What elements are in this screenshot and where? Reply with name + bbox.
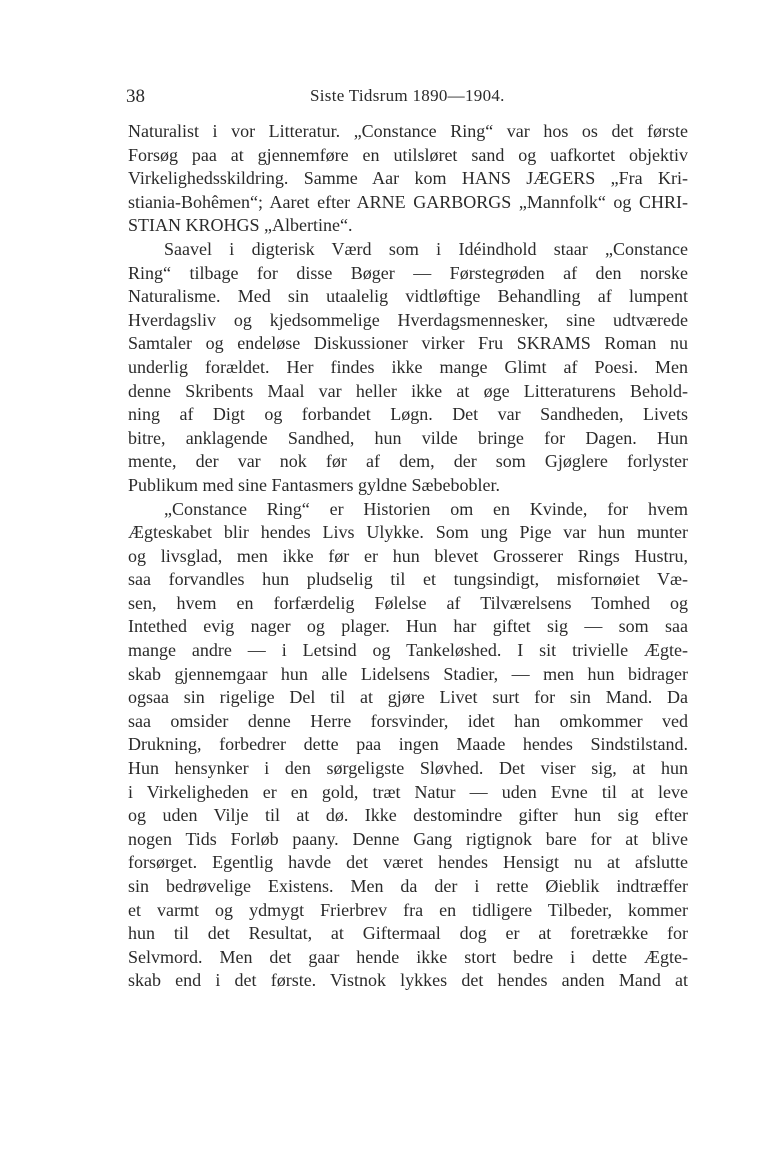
text-line: underlig forældet. Her findes ikke mange Glimt af Poesi. Men <box>128 356 688 377</box>
text-line: Publikum med sine Fantasmers gyldne Sæbebobler. <box>128 474 500 495</box>
text-line: mente, der var nok før af dem, der som Gjøglere forlyster <box>128 451 688 472</box>
text-line: ogsaa sin rigelige Del til at gjøre Livet surt for sin Mand. Da <box>128 687 688 708</box>
text-line: og livsglad, men ikke før er hun blevet Grosserer Rings Hustru, <box>128 545 688 566</box>
text-line: Hverdagsliv og kjedsommelige Hverdagsmennesker, sine udtværede <box>128 309 688 330</box>
text-line: Forsøg paa at gjennemføre en utilsløret sand og uafkortet objektiv <box>128 144 688 165</box>
body-text <box>128 120 688 993</box>
text-line: Intethed evig nager og plager. Hun har giftet sig — som saa <box>128 616 688 637</box>
text-line: et varmt og ydmygt Frierbrev fra en tidligere Tilbeder, kommer <box>128 899 688 920</box>
text-line: skab gjennemgaar hun alle Lidelsens Stadier, — men hun bidrager <box>128 663 688 684</box>
text-line: Saavel i digterisk Værd som i Idéindhold staar „Constance <box>164 238 688 259</box>
text-line: mange andre — i Letsind og Tankeløshed. I sit trivielle Ægte- <box>128 640 688 661</box>
text-line: bitre, anklagende Sandhed, hun vilde bringe for Dagen. Hun <box>128 427 688 448</box>
text-line: denne Skribents Maal var heller ikke at øge Litteraturens Behold- <box>128 380 688 401</box>
text-line: skab end i det første. Vistnok lykkes det hendes anden Mand at <box>128 970 688 991</box>
page-number: 38 <box>126 86 145 107</box>
text-line: forsørget. Egentlig havde det været hendes Hensigt nu at afslutte <box>128 852 688 873</box>
text-line: saa omsider denne Herre forsvinder, idet han omkommer ved <box>128 710 688 731</box>
text-line: Hun hensynker i den sørgeligste Sløvhed. Det viser sig, at hun <box>128 758 688 779</box>
running-title: Siste Tidsrum 1890—1904. <box>310 86 505 105</box>
text-line: „Constance Ring“ er Historien om en Kvinde, for hvem <box>164 498 688 519</box>
text-line: Ægteskabet blir hendes Livs Ulykke. Som ung Pige var hun munter <box>128 522 688 543</box>
text-line: stiania-Bohêmen“; Aaret efter ARNE GARBORGS „Mannfolk“ og CHRI- <box>128 191 688 212</box>
text-line: Selvmord. Men det gaar hende ikke stort bedre i dette Ægte- <box>128 946 688 967</box>
text-line: hun til det Resultat, at Giftermaal dog er at foretrække for <box>128 923 688 944</box>
text-line: sen, hvem en forfærdelig Følelse af Tilværelsens Tomhed og <box>128 592 688 613</box>
text-line: nogen Tids Forløb paany. Denne Gang rigtignok bare for at blive <box>128 828 688 849</box>
text-line: Virkelighedsskildring. Samme Aar kom HANS JÆGERS „Fra Kri- <box>128 168 688 189</box>
text-line: saa forvandles hun pludselig til et tungsindigt, misfornøiet Væ- <box>128 569 688 590</box>
text-line: sin bedrøvelige Existens. Men da der i rette Øieblik indtræffer <box>128 876 688 896</box>
text-line: Ring“ tilbage for disse Bøger — Førstegrøden af den norske <box>128 262 688 283</box>
text-line: og uden Vilje til at dø. Ikke destomindre gifter hun sig efter <box>128 805 688 826</box>
text-line: i Virkeligheden er en gold, træt Natur — uden Evne til at leve <box>128 781 688 802</box>
text-line: Naturalisme. Med sin utaalelig vidtløftige Behandling af lumpent <box>128 286 688 307</box>
text-line: ning af Digt og forbandet Løgn. Det var Sandheden, Livets <box>128 404 688 425</box>
text-line: Drukning, forbedrer dette paa ingen Maade hendes Sindstilstand. <box>128 734 688 755</box>
text-line: Samtaler og endeløse Diskussioner virker Fru SKRAMS Roman nu <box>128 333 688 354</box>
text-line: STIAN KROHGS „Albertine“. <box>128 215 353 236</box>
text-line: Naturalist i vor Litteratur. „Constance Ring“ var hos os det første <box>128 121 688 141</box>
